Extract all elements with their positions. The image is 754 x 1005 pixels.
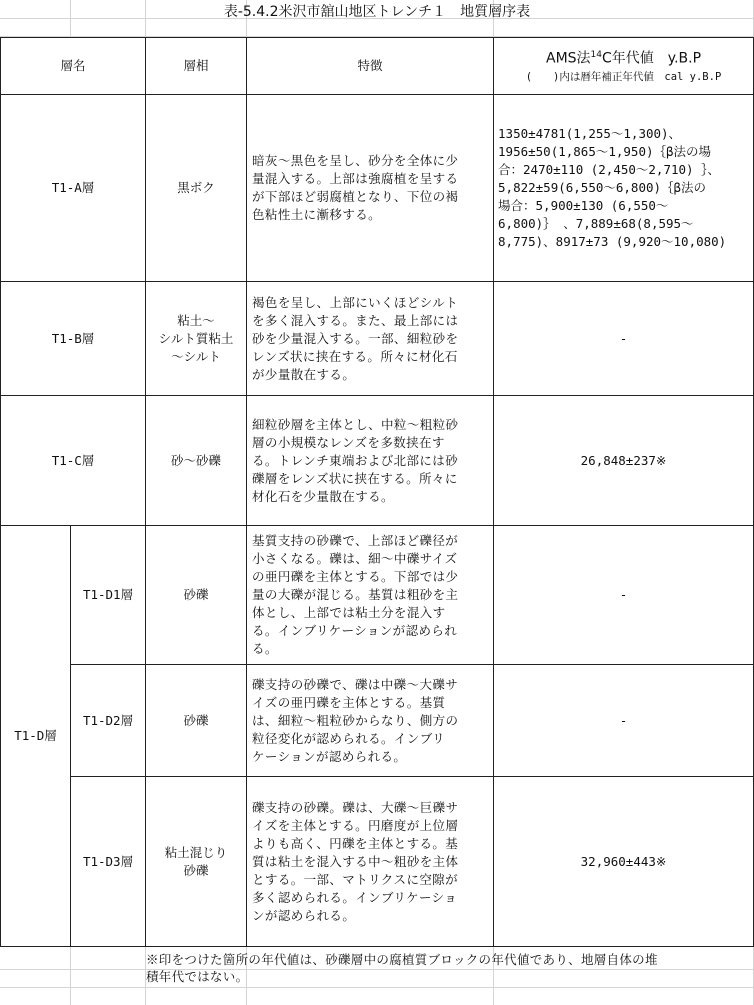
header-features: 特徴 bbox=[247, 38, 494, 95]
layer-name: T1-C層 bbox=[1, 396, 146, 526]
footnote: ※印をつけた箇所の年代値は、砂礫層中の腐植質ブロックの年代値であり、地層自体の堆 積年代ではない。 bbox=[146, 952, 658, 984]
layer-features: 礫支持の砂礫。礫は、大礫～巨礫サ イズを主体とする。円磨度が上位層 よりも高く、円礫を主体とする。基 質は粘土を混入する中～粗砂を主体 とする。一部、マトリクスに空隙が 多く認められる。インブリケーショ ンが認められる。 bbox=[247, 777, 494, 947]
grid-row-line bbox=[0, 987, 754, 988]
layer-age: 26,848±237※ bbox=[494, 396, 754, 526]
layer-name: T1-D3層 bbox=[71, 777, 146, 947]
layer-age: 1350±4781(1,255～1,300)、 1956±50(1,865～1,950)｛β法の場 合：2470±110 (2,450～2,710) ｝、 5,822±59(6,550～6,800)｛β法の 場合：5,900±130 (6,550～ 6,800)｝ 、7,889±68(8,595～ 8,775)、8917±73 (9,920～10,080) bbox=[494, 95, 754, 282]
layer-facies: 粘土～ シルト質粘土 ～シルト bbox=[146, 282, 247, 396]
layer-age: - bbox=[494, 526, 754, 665]
layer-facies: 砂礫 bbox=[146, 526, 247, 665]
layer-name: T1-A層 bbox=[1, 95, 146, 282]
header-age-main: AMS法$^{14}$C年代値 y.B.P bbox=[546, 50, 702, 67]
layer-facies: 粘土混じり 砂礫 bbox=[146, 777, 247, 947]
layer-features: 基質支持の砂礫で、上部ほど礫径が 小さくなる。礫は、細～中礫サイズ の亜円礫を主体とする。下部では少 量の大礫が混じる。基質は粗砂を主 体とし、上部では粘土分を混入す る。インブリケーションが認められ る。 bbox=[247, 526, 494, 665]
table-row bbox=[1, 396, 754, 526]
layer-age: - bbox=[494, 282, 754, 396]
layer-facies: 黒ボク bbox=[146, 95, 247, 282]
table-row bbox=[1, 282, 754, 396]
layer-name: T1-B層 bbox=[1, 282, 146, 396]
layer-age: 32,960±443※ bbox=[494, 777, 754, 947]
table-row bbox=[1, 665, 754, 777]
layer-features: 礫支持の砂礫で、礫は中礫～大礫サ イズの亜円礫を主体とする。基質 は、細粒～粗粒砂からなり、側方の 粒径変化が認められる。インブリ ケーションが認められる。 bbox=[247, 665, 494, 777]
header-facies: 層相 bbox=[146, 38, 247, 95]
layer-age: - bbox=[494, 665, 754, 777]
layer-features: 暗灰～黒色を呈し、砂分を全体に少 量混入する。上部は強腐植を呈する が下部ほど弱腐植となり、下位の褐 色粘性土に漸移する。 bbox=[247, 95, 494, 282]
header-layer-name: 層名 bbox=[1, 38, 146, 95]
layer-features: 細粒砂層を主体とし、中粒～粗粒砂 層の小規模なレンズを多数挟在す る。トレンチ東端および北部には砂 礫層をレンズ状に挟在する。所々に 材化石を少量散在する。 bbox=[247, 396, 494, 526]
stratigraphy-table bbox=[0, 37, 754, 947]
header-age-note: ( )内は暦年補正年代値 cal y.B.P bbox=[525, 70, 722, 83]
header-age bbox=[494, 38, 754, 95]
layer-facies: 砂～砂礫 bbox=[146, 396, 247, 526]
layer-facies: 砂礫 bbox=[146, 665, 247, 777]
layer-name: T1-D2層 bbox=[71, 665, 146, 777]
table-row bbox=[1, 526, 754, 665]
table-row bbox=[1, 95, 754, 282]
layer-features: 褐色を呈し、上部にいくほどシルト を多く混入する。また、最上部には 砂を少量混入する。一部、細粒砂を レンズ状に挟在する。所々に材化石 が少量散在する。 bbox=[247, 282, 494, 396]
table-row bbox=[1, 777, 754, 947]
layer-name: T1-D1層 bbox=[71, 526, 146, 665]
header-row bbox=[1, 38, 754, 95]
group-layer-name: T1-D層 bbox=[1, 526, 71, 947]
table-title: 表-5.4.2米沢市舘山地区トレンチ１ 地質層序表 bbox=[223, 4, 531, 20]
